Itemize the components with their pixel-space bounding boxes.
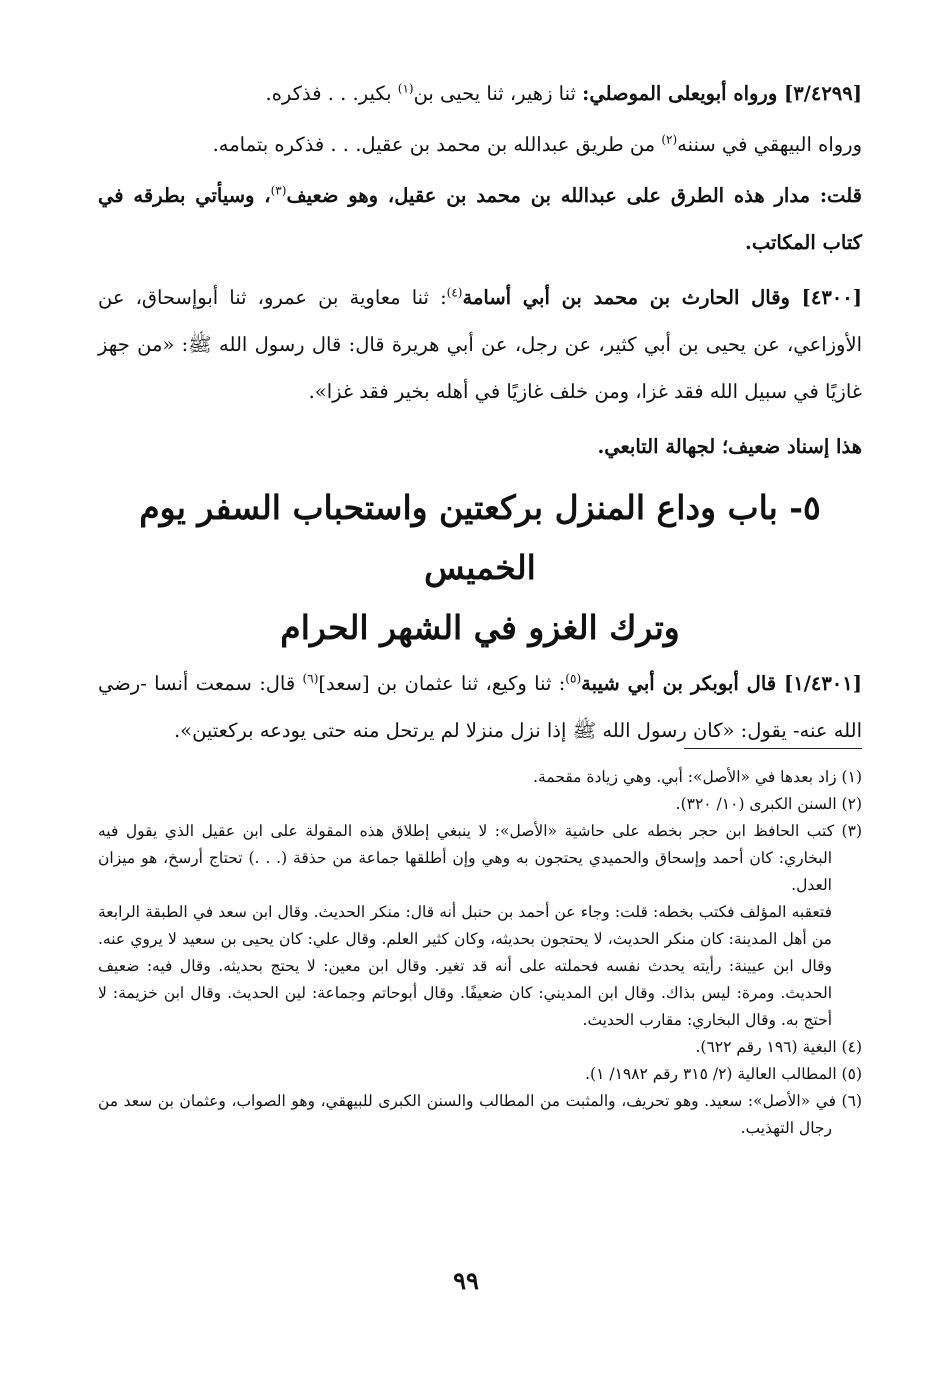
- narration-text: من طريق عبدالله بن محمد بن عقيل. . . فذكره بتمامه.: [212, 133, 662, 156]
- footnote-2: (٢) السنن الكبرى (١٠/ ٣٢٠).: [675, 795, 862, 813]
- footnote-4: (٤) البغية (١٩٦ رقم ٦٢٢).: [695, 1038, 862, 1056]
- footnote-3: [98, 818, 862, 1034]
- hadith-4299-3: [98, 70, 862, 117]
- bayhaqi-narration: [98, 121, 862, 168]
- footnote-ref[interactable]: (١): [397, 81, 414, 96]
- hadith-4301-1: [98, 660, 862, 754]
- hadith-text: قال: سمعت أنسا -رضي الله عنه- يقول: «كان رسول الله ﷺ إذا نزل منزلا لم يرتحل منه حتى يودعه بركعتين».: [98, 672, 862, 742]
- comment-text: قلت: مدار هذه الطرق على عبدالله بن محمد بن عقيل، وهو ضعيف: [286, 184, 862, 207]
- hadith-number: [١/٤٣٠١] قال أبوبكر بن أبي شيبة: [581, 672, 862, 695]
- hadith-4300: [98, 274, 862, 415]
- narration-text: ورواه البيهقي في سننه: [677, 133, 862, 156]
- hadith-number: [٤٣٠٠] وقال الحارث بن محمد بن أبي أسامة: [462, 286, 862, 309]
- hadith-number: [٣/٤٢٩٩] ورواه أبويعلى الموصلي:: [582, 82, 862, 105]
- hadith-text: بكير. . . فذكره.: [265, 82, 398, 105]
- footnote-divider: [684, 748, 862, 749]
- footnote-ref[interactable]: (٢): [661, 132, 678, 147]
- author-comment: [98, 172, 862, 266]
- footnotes: [98, 764, 862, 1142]
- footnote-ref[interactable]: (٤): [446, 285, 463, 300]
- hadith-text: ثنا زهير، ثنا يحيى بن: [413, 82, 583, 105]
- footnote-1: (١) زاد بعدها في «الأصل»: أبي. وهي زيادة مقحمة.: [533, 768, 862, 786]
- grading-text: هذا إسناد ضعيف؛ لجهالة التابعي.: [597, 435, 862, 458]
- footnote-ref[interactable]: (٥): [565, 671, 582, 686]
- page-number: ٩٩: [453, 1266, 479, 1295]
- hadith-text: : ثنا معاوية بن عمرو، ثنا أبوإسحاق، عن الأوزاعي، عن يحيى بن أبي كثير، عن رجل، عن أبي هريرة قال: قال رسول الله ﷺ: «من جهز غازيًا في سبيل الله فقد غزا، ومن خلف غازيًا في أهله بخير فقد غزا».: [98, 286, 862, 403]
- hadith-text: : ثنا وكيع، ثنا عثمان بن [سعد]: [318, 672, 566, 695]
- chapter-heading: [98, 478, 862, 658]
- comment-text: ، وسيأتي بطرقه في كتاب المكاتب.: [98, 184, 862, 254]
- footnote-6: (٦) في «الأصل»: سعيد. وهو تحريف، والمثبت من المطالب والسنن الكبرى للبيهقي، وهو الصواب، وعثمان بن سعد من رجال التهذيب.: [98, 1092, 862, 1137]
- footnote-ref[interactable]: (٦): [302, 671, 319, 686]
- footnote-ref[interactable]: (٣): [270, 183, 287, 198]
- isnad-grading: [98, 423, 862, 470]
- footnote-3-continuation: فتعقبه المؤلف فكتب بخطه: قلت: وجاء عن أحمد بن حنبل أنه قال: منكر الحديث. وقال ابن سعد في الطبقة الرابعة من أهل المدينة: كان منكر الحديث، لا يحتجون بحديثه، وكان كثير العلم. وقال علي: كان يحيى بن سعيد لا يروي عنه. وقال ابن عيينة: رأيته يحدث نفسه فحملته على أنه قد تغير. وقال ابن معين: لا يحتج بحديثه. وقال فيه: ضعيف الحديث. ومرة: ليس بذاك. وقال ابن المديني: كان ضعيفًا. وقال أبوحاتم وجماعة: لين الحديث. وقال ابن خزيمة: لا أحتج به. وقال البخاري: مقارب الحديث.: [98, 903, 833, 1029]
- main-text: [98, 70, 862, 762]
- footnote-5: (٥) المطالب العالية (٢/ ٣١٥ رقم ١٩٨٢/ ١).: [585, 1065, 862, 1083]
- footnote-3-text: (٣) كتب الحافظ ابن حجر بخطه على حاشية «الأصل»: لا ينبغي إطلاق هذه المقولة على ابن عقيل الذي يقول فيه البخاري: كان أحمد وإسحاق والحميدي يحتجون به وهي وإن أطلقها جماعة من حذقة (. . .) تحتاج أرسخ، هو ميزان العدل.: [98, 822, 862, 894]
- chapter-title-line-2: وترك الغزو في الشهر الحرام: [280, 608, 680, 647]
- chapter-title-line-1: ٥- باب وداع المنزل بركعتين واستحباب السفر يوم الخميس: [139, 488, 821, 587]
